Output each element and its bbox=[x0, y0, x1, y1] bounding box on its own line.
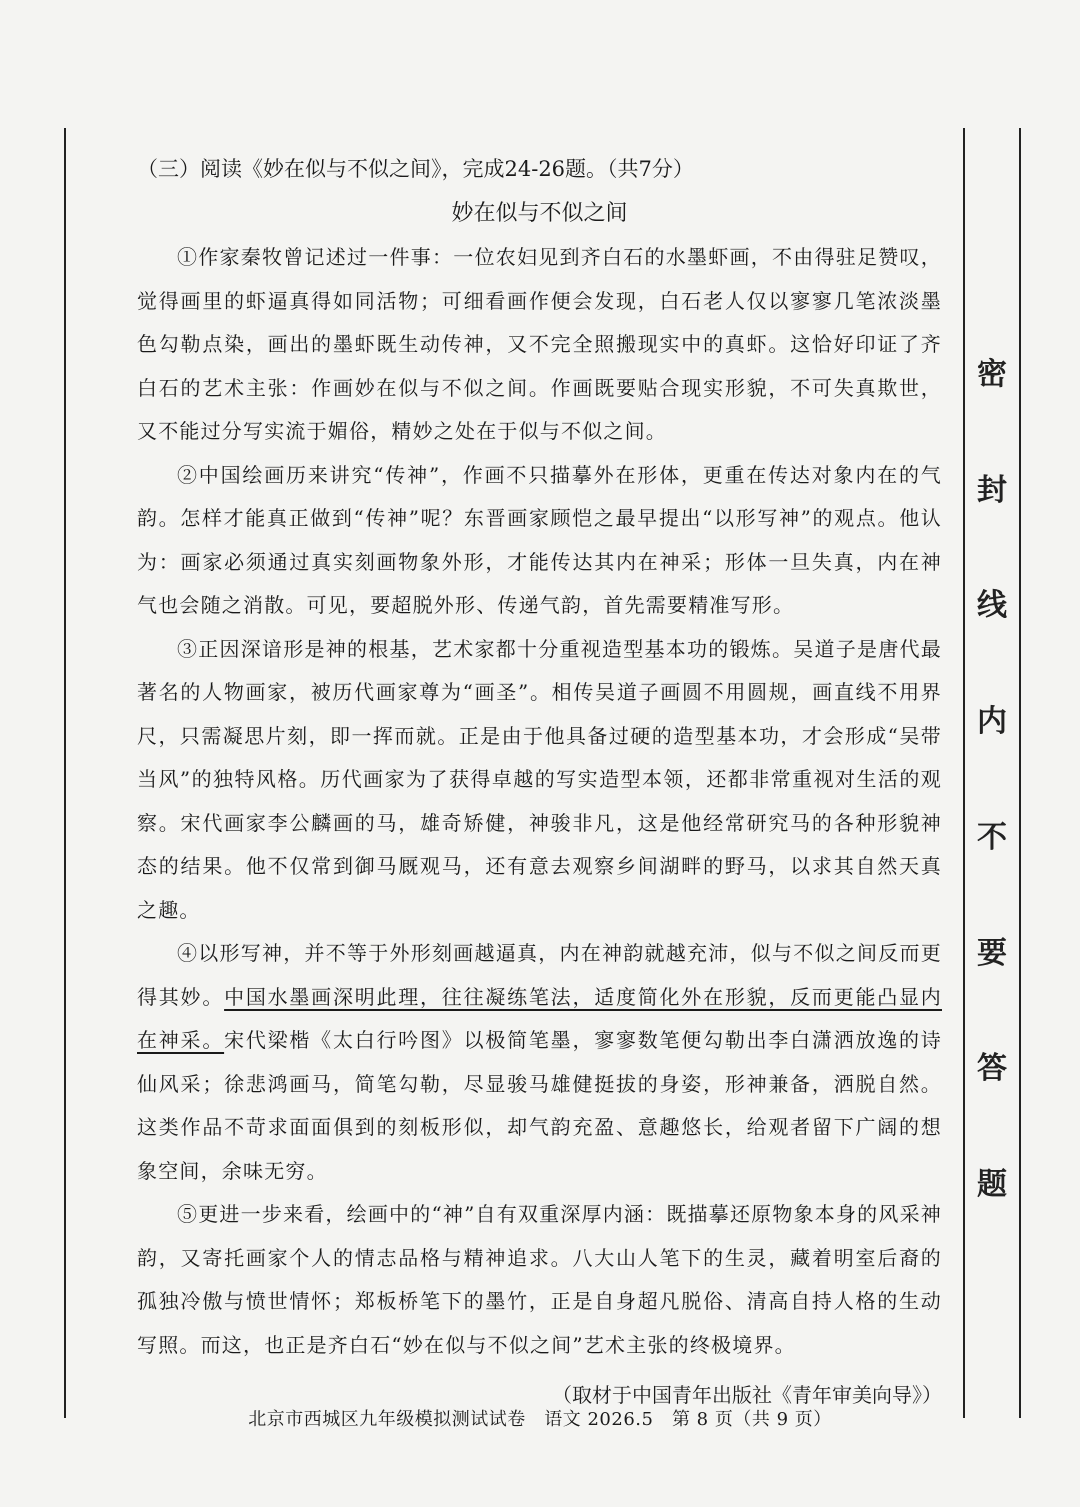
section-header: （三）阅读《妙在似与不似之间》，完成24-26题。（共7分） bbox=[137, 157, 694, 181]
paragraph-1: ①作家秦牧曾记述过一件事：一位农妇见到齐白石的水墨虾画，不由得驻足赞叹，觉得画里的虾逼真得如同活物；可细看画作便会发现，白石老人仅以寥寥几笔浓淡墨色勾勒点染，画出的墨虾既生动传神，又不完全照搬现实中的真虾。这恰好印证了齐白石的艺术主张：作画妙在似与不似之间。作画既要贴合现实形貌，不可失真欺世，又不能过分写实流于媚俗，精妙之处在于似与不似之间。 bbox=[137, 245, 942, 443]
seal-char: 题 bbox=[977, 1166, 1007, 1202]
seal-line-inner bbox=[963, 128, 965, 1418]
seal-char: 线 bbox=[977, 588, 1007, 624]
seal-char: 内 bbox=[977, 704, 1007, 740]
paragraph-4 bbox=[137, 932, 942, 1193]
seal-line-notice bbox=[970, 357, 1014, 1202]
passage-title: 妙在似与不似之间 bbox=[451, 201, 628, 226]
source-citation: （取材于中国青年出版社《青年审美向导》） bbox=[552, 1383, 942, 1407]
paragraph-4-lead: ④以形写神，并不等于外形刻画越逼真，内在神韵就越充沛，似与不似之间反而更得其妙。 bbox=[137, 941, 942, 1009]
paragraph-4-rest: 宋代梁楷《太白行吟图》以极简笔墨，寥寥数笔便勾勒出李白潇洒放逸的诗仙风采；徐悲鸿画马，简笔勾勒，尽显骏马雄健挺拔的身姿，形神兼备，洒脱自然。这类作品不苛求面面俱到的刻板形似，却气韵充盈、意趣悠长，给观者留下广阔的想象空间，余味无穷。 bbox=[137, 1028, 942, 1183]
paragraph-5: ⑤更进一步来看，绘画中的“神”自有双重深厚内涵：既描摹还原物象本身的风采神韵，又寄托画家个人的情志品格与精神追求。八大山人笔下的生灵，藏着明室后裔的孤独冷傲与愤世情怀；郑板桥笔下的墨竹，正是自身超凡脱俗、清高自持人格的生动写照。而这，也正是齐白石“妙在似与不似之间”艺术主张的终极境界。 bbox=[137, 1202, 942, 1357]
seal-line-outer bbox=[1019, 128, 1021, 1418]
left-margin-rule bbox=[64, 128, 66, 1418]
seal-char: 密 bbox=[977, 357, 1007, 392]
seal-char: 不 bbox=[977, 819, 1007, 855]
seal-char: 封 bbox=[977, 472, 1007, 508]
paragraph-2: ②中国绘画历来讲究“传神”，作画不只描摹外在形体，更重在传达对象内在的气韵。怎样才能真正做到“传神”呢？东晋画家顾恺之最早提出“以形写神”的观点。他认为：画家必须通过真实刻画物象外形，才能传达其内在神采；形体一旦失真，内在神气也会随之消散。可见，要超脱外形、传递气韵，首先需要精准写形。 bbox=[137, 462, 942, 617]
reading-passage bbox=[137, 150, 942, 1435]
underlined-sentence: 中国水墨画深明此理，往往凝练笔法，适度简化外在形貌，反而更能凸显内在神采。 bbox=[137, 984, 942, 1052]
seal-char: 要 bbox=[977, 935, 1007, 971]
page-footer: 北京市西城区九年级模拟测试试卷 语文 2026.5 第 8 页（共 9 页） bbox=[248, 1409, 832, 1430]
paragraph-3: ③正因深谙形是神的根基，艺术家都十分重视造型基本功的锻炼。吴道子是唐代最著名的人物画家，被历代画家尊为“画圣”。相传吴道子画圆不用圆规，画直线不用界尺，只需凝思片刻，即一挥而就。正是由于他具备过硬的造型基本功，才会形成“吴带当风”的独特风格。历代画家为了获得卓越的写实造型本领，还都非常重视对生活的观察。宋代画家李公麟画的马，雄奇矫健，神骏非凡，这是他经常研究马的各种形貌神态的结果。他不仅常到御马厩观马，还有意去观察乡间湖畔的野马，以求其自然天真之趣。 bbox=[137, 636, 942, 922]
seal-char: 答 bbox=[977, 1051, 1007, 1087]
